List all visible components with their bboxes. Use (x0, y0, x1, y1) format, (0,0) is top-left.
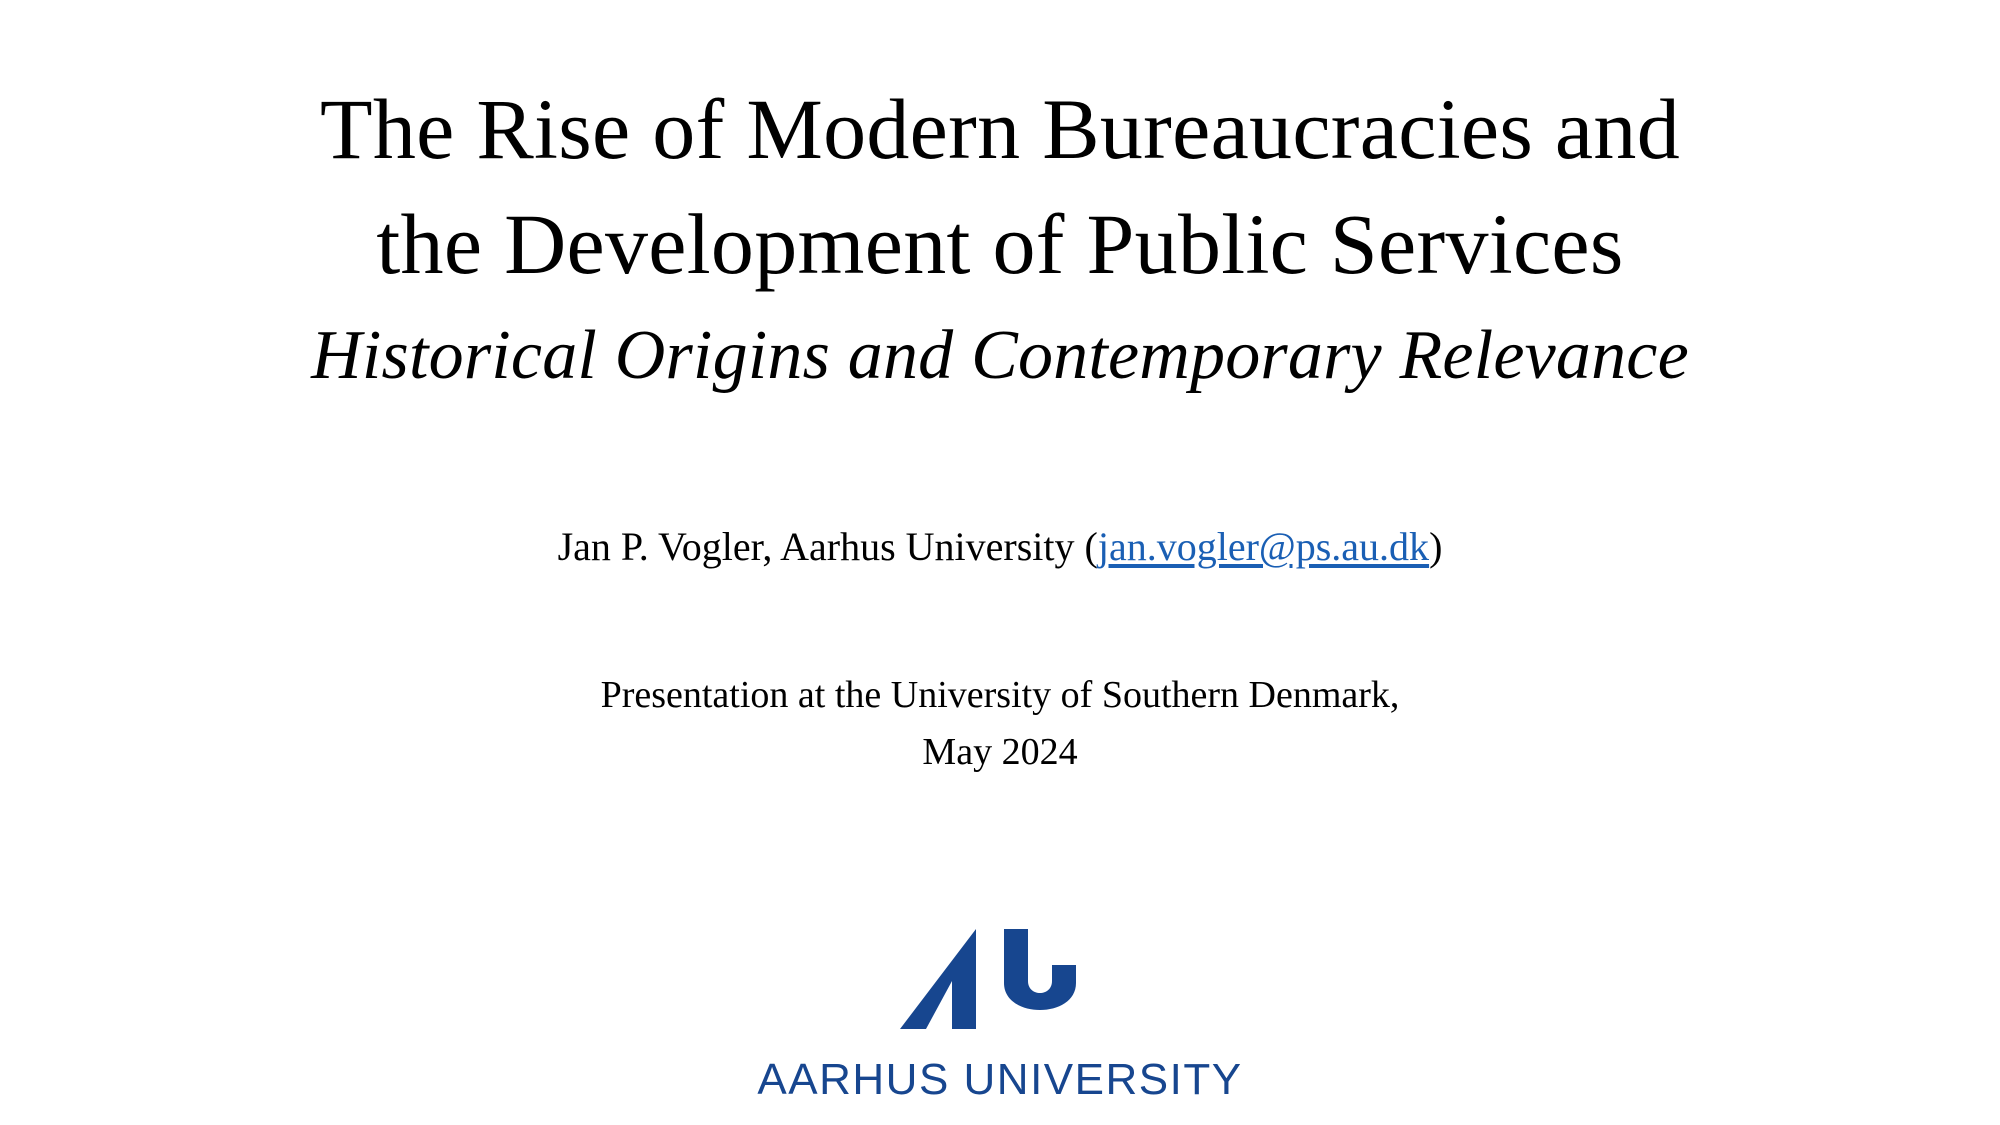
venue-line-2: May 2024 (922, 731, 1078, 774)
author-email-link[interactable]: jan.vogler@ps.au.dk (1097, 524, 1430, 570)
venue-block (601, 667, 1400, 781)
author-affiliation-text: Jan P. Vogler, Aarhus University ( (557, 524, 1098, 570)
aarhus-university-logo-icon (900, 925, 1100, 1037)
page-title-line-2: the Development of Public Services (376, 196, 1624, 293)
author-line (558, 519, 1443, 575)
institution-logo (0, 925, 2000, 1105)
institution-logo-text: AARHUS UNIVERSITY (757, 1055, 1243, 1104)
page-subtitle: Historical Origins and Contemporary Relevance (311, 317, 1689, 395)
page-title-line-1: The Rise of Modern Bureaucracies and (319, 81, 1680, 177)
venue-line-1: Presentation at the University of Southern Denmark, (600, 674, 1400, 717)
author-suffix-text: ) (1429, 524, 1443, 570)
title-block (120, 72, 1880, 401)
author-block (558, 519, 1443, 575)
